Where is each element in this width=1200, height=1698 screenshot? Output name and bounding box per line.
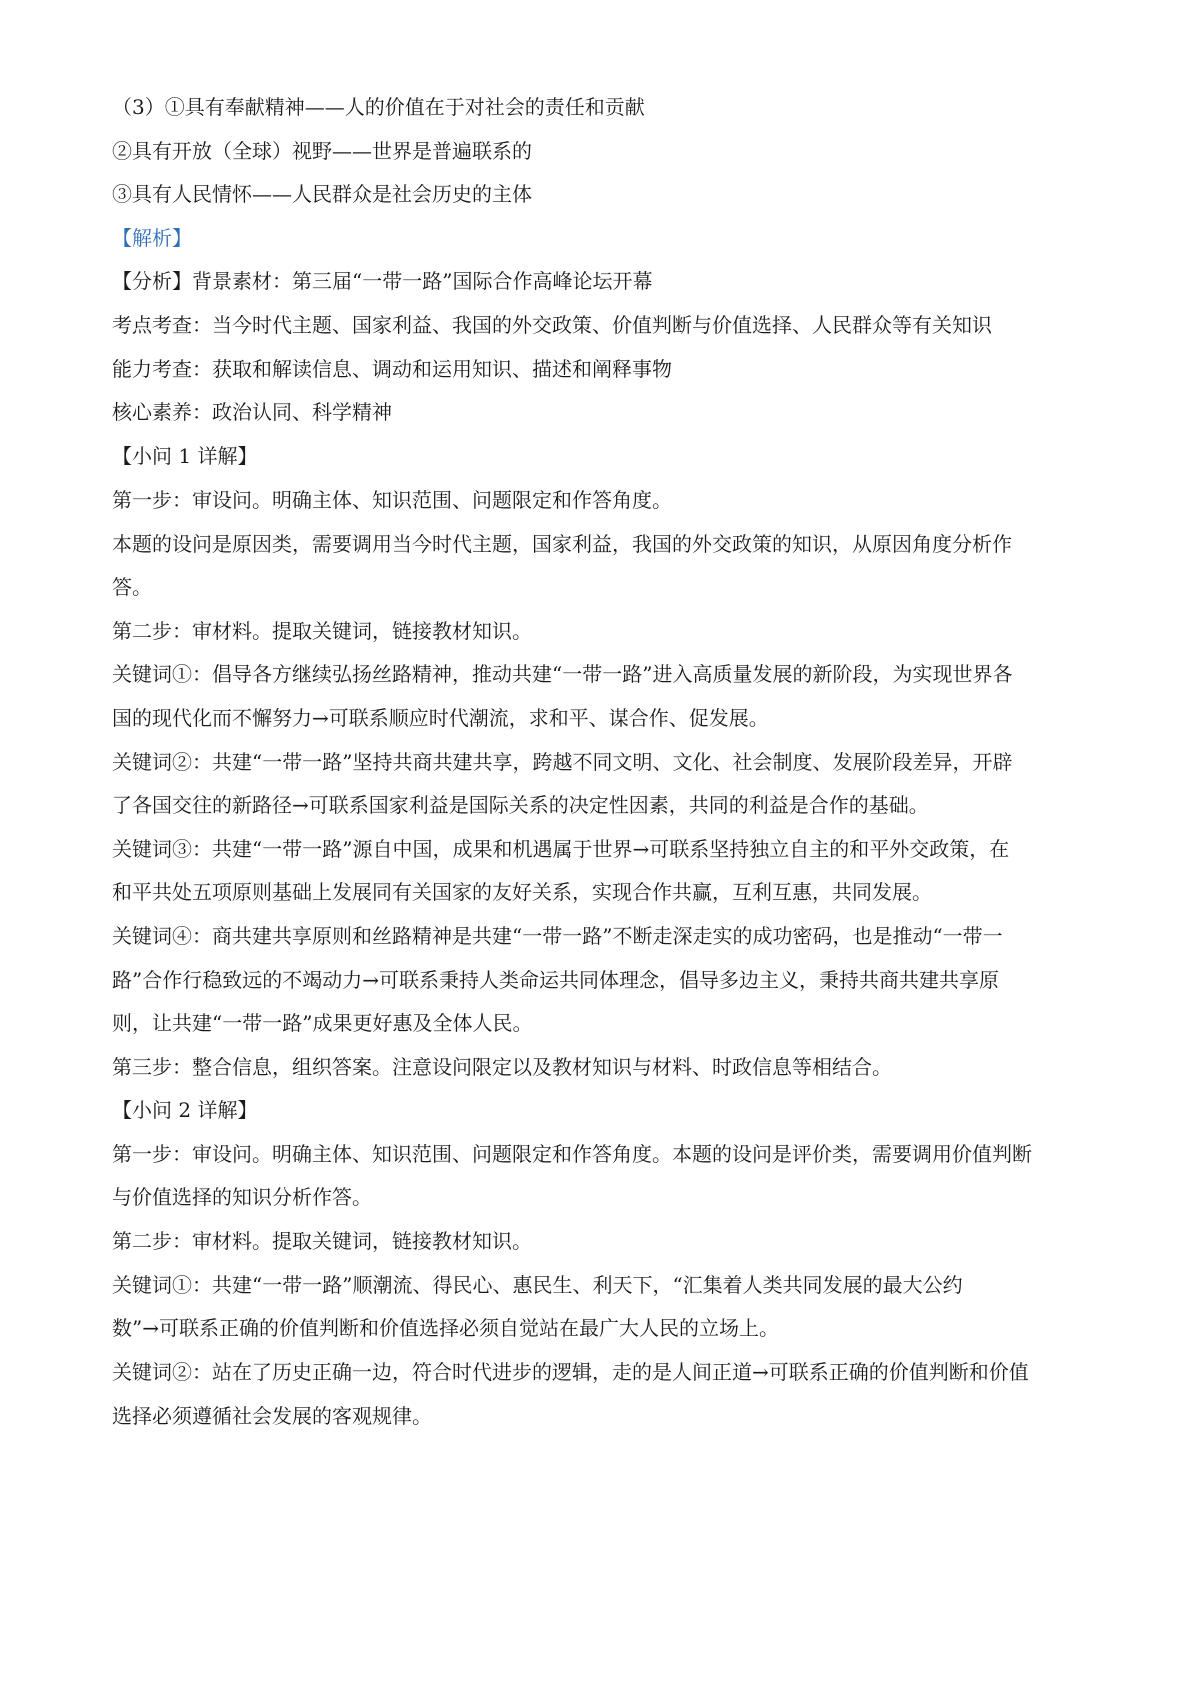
q1-step2: 第二步：审材料。提取关键词，链接教材知识。 bbox=[112, 619, 532, 643]
q1-step3: 第三步：整合信息，组织答案。注意设问限定以及教材知识与材料、时政信息等相结合。 bbox=[112, 1055, 892, 1079]
q1-keyword-4-line-2: 路”合作行稳致远的不竭动力→可联系秉持人类命运共同体理念，倡导多边主义，秉持共商共建共享原 bbox=[112, 968, 999, 992]
analysis-background: 【分析】背景素材：第三届“一带一路”国际合作高峰论坛开幕 bbox=[112, 269, 653, 293]
q2-step2: 第二步：审材料。提取关键词，链接教材知识。 bbox=[112, 1229, 532, 1253]
answer-item-3-line-2: ②具有开放（全球）视野——世界是普遍联系的 bbox=[112, 139, 532, 163]
q2-heading: 【小问 2 详解】 bbox=[112, 1098, 258, 1122]
analysis-heading: 【解析】 bbox=[112, 226, 192, 250]
q1-keyword-1-line-2: 国的现代化而不懈努力→可联系顺应时代潮流，求和平、谋合作、促发展。 bbox=[112, 706, 769, 730]
analysis-ability: 能力考查：获取和解读信息、调动和运用知识、描述和阐释事物 bbox=[112, 357, 672, 381]
q1-keyword-4-line-1: 关键词④：商共建共享原则和丝路精神是共建“一带一路”不断走深走实的成功密码，也是推动“一带一 bbox=[112, 924, 1003, 948]
q2-keyword-2-line-2: 选择必须遵循社会发展的客观规律。 bbox=[112, 1404, 432, 1428]
answer-item-3-line-3: ③具有人民情怀——人民群众是社会历史的主体 bbox=[112, 182, 532, 206]
q2-step1-line-1: 第一步：审设问。明确主体、知识范围、问题限定和作答角度。本题的设问是评价类，需要调用价值判断 bbox=[112, 1142, 1032, 1166]
q1-keyword-3-line-1: 关键词③：共建“一带一路”源自中国，成果和机遇属于世界→可联系坚持独立自主的和平外交政策，在 bbox=[112, 837, 1010, 861]
q2-keyword-1-line-2: 数”→可联系正确的价值判断和价值选择必须自觉站在最广大人民的立场上。 bbox=[112, 1316, 779, 1340]
analysis-knowledge-points: 考点考查：当今时代主题、国家利益、我国的外交政策、价值判断与价值选择、人民群众等有关知识 bbox=[112, 313, 992, 337]
answer-item-3-line-1: （3）①具有奉献精神——人的价值在于对社会的责任和贡献 bbox=[112, 95, 645, 119]
q2-step1-line-2: 与价值选择的知识分析作答。 bbox=[112, 1185, 372, 1209]
q1-step1-detail-line-1: 本题的设问是原因类，需要调用当今时代主题，国家利益，我国的外交政策的知识，从原因角度分析作 bbox=[112, 532, 1012, 556]
q1-keyword-4-line-3: 则，让共建“一带一路”成果更好惠及全体人民。 bbox=[112, 1011, 533, 1035]
q1-keyword-2-line-2: 了各国交往的新路径→可联系国家利益是国际关系的决定性因素，共同的利益是合作的基础。 bbox=[112, 793, 929, 817]
q1-step1: 第一步：审设问。明确主体、知识范围、问题限定和作答角度。 bbox=[112, 488, 672, 512]
q1-keyword-3-line-2: 和平共处五项原则基础上发展同有关国家的友好关系，实现合作共赢，互利互惠，共同发展。 bbox=[112, 880, 932, 904]
q1-step1-detail-line-2: 答。 bbox=[112, 575, 152, 599]
q1-keyword-1-line-1: 关键词①：倡导各方继续弘扬丝路精神，推动共建“一带一路”进入高质量发展的新阶段，为实现世界各 bbox=[112, 662, 1013, 686]
q1-heading: 【小问 1 详解】 bbox=[112, 444, 258, 468]
analysis-core-literacy: 核心素养：政治认同、科学精神 bbox=[112, 400, 392, 424]
q2-keyword-2-line-1: 关键词②：站在了历史正确一边，符合时代进步的逻辑，走的是人间正道→可联系正确的价值判断和价值 bbox=[112, 1360, 1029, 1384]
q2-keyword-1-line-1: 关键词①：共建“一带一路”顺潮流、得民心、惠民生、利天下，“汇集着人类共同发展的最大公约 bbox=[112, 1273, 963, 1297]
q1-keyword-2-line-1: 关键词②：共建“一带一路”坚持共商共建共享，跨越不同文明、文化、社会制度、发展阶段差异，开辟 bbox=[112, 750, 1013, 774]
